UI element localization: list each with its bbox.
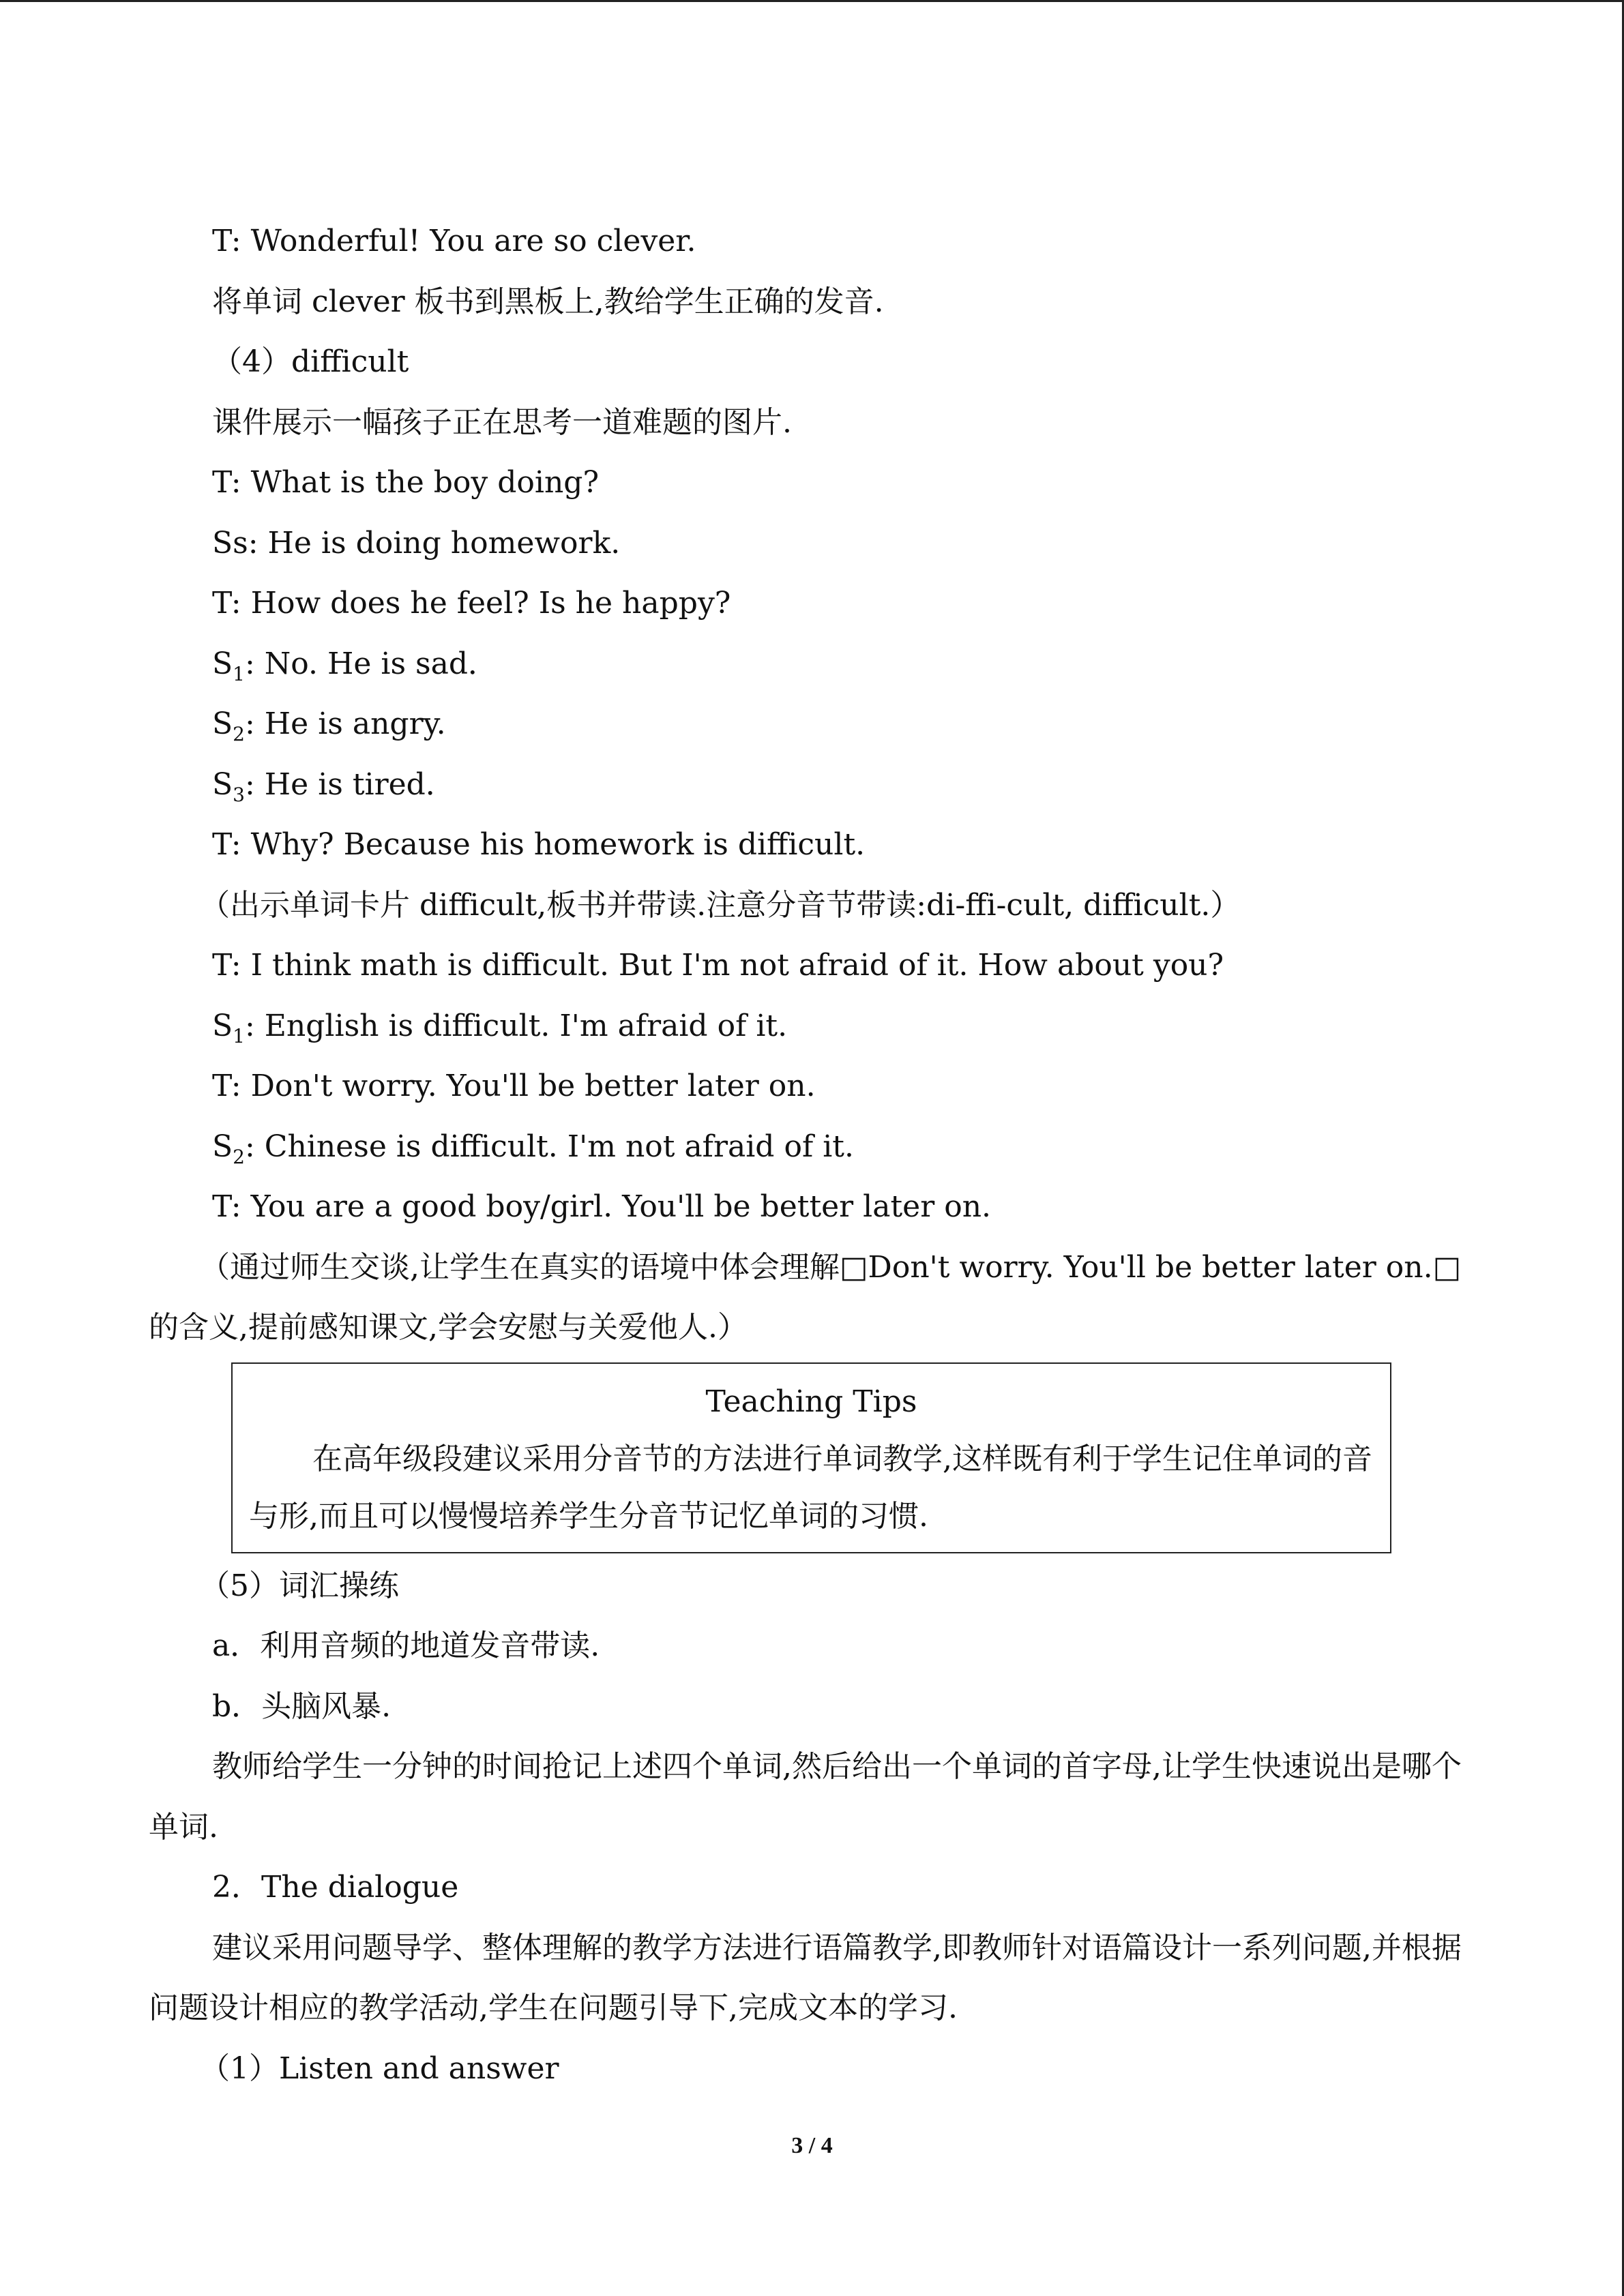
- dialogue-text: : He is angry.: [244, 706, 446, 741]
- page-number: 3 / 4: [791, 2133, 833, 2158]
- speaker-subscript: 3: [233, 783, 245, 806]
- speaker-subscript: 1: [233, 1024, 245, 1047]
- dialogue-line: T: What is the boy doing?: [212, 465, 600, 500]
- section-heading: 2．The dialogue: [212, 1870, 459, 1905]
- instruction-line: 课件展示一幅孩子正在思考一道难题的图片.: [212, 404, 792, 440]
- note-paragraph: （通过师生交谈,让学生在真实的语境中体会理解□Don't worry. You'll be better later on.□的含义,提前感知课文,学会安慰与关爱他人.）: [149, 1249, 1462, 1345]
- instruction-line: （出示单词卡片 difficult,板书并带读.注意分音节带读:di-ffi-cult, difficult.）: [200, 887, 1241, 923]
- dialogue-line: T: Wonderful! You are so clever.: [212, 224, 696, 258]
- body-paragraph: 教师给学生一分钟的时间抢记上述四个单词,然后给出一个单词的首字母,让学生快速说出是哪个单词.: [149, 1749, 1462, 1845]
- dialogue-line: T: I think math is difficult. But I'm not afraid of it. How about you?: [212, 948, 1224, 983]
- dialogue-text: : No. He is sad．: [244, 646, 498, 681]
- teaching-tips-text: 在高年级段建议采用分音节的方法进行单词教学,这样既有利于学生记住单词的音与形,而且可以慢慢培养学生分音节记忆单词的习惯.: [249, 1441, 1372, 1534]
- dialogue-line: Ss: He is doing homework.: [212, 525, 621, 561]
- section-heading: （5）词汇操练: [200, 1568, 399, 1603]
- dialogue-text: : English is difficult. I'm afraid of it.: [244, 1008, 788, 1043]
- speaker-label: S: [212, 646, 233, 681]
- speaker-label: S: [212, 766, 233, 802]
- dialogue-line: [149, 755, 1475, 816]
- body-paragraph: 建议采用问题导学、整体理解的教学方法进行语篇教学,即教师针对语篇设计一系列问题,并根据问题设计相应的教学活动,学生在问题引导下,完成文本的学习.: [149, 1930, 1462, 2025]
- teaching-tips-box: [231, 1362, 1391, 1553]
- list-item: b．头脑风暴.: [212, 1688, 392, 1724]
- dialogue-text: : He is tired．: [244, 766, 456, 802]
- speaker-label: S: [212, 706, 233, 741]
- teaching-tips-title: Teaching Tips: [705, 1384, 917, 1419]
- speaker-label: S: [212, 1008, 233, 1043]
- speaker-label: S: [212, 1129, 233, 1164]
- speaker-subscript: 2: [233, 723, 245, 745]
- dialogue-line: T: You are a good boy/girl. You'll be better later on.: [212, 1189, 992, 1224]
- instruction-line: 将单词 clever 板书到黑板上,教给学生正确的发音.: [212, 284, 884, 319]
- document-page: [149, 211, 1475, 2099]
- dialogue-line: [149, 996, 1475, 1057]
- dialogue-line: [149, 1117, 1475, 1178]
- dialogue-line: T: Why? Because his homework is difficult.: [212, 827, 866, 862]
- section-heading: （1）Listen and answer: [200, 2051, 559, 2086]
- dialogue-text: : Chinese is difficult. I'm not afraid of it.: [244, 1129, 854, 1164]
- dialogue-line: T: Don't worry. You'll be better later on.: [212, 1069, 816, 1103]
- dialogue-line: T: How does he feel? Is he happy?: [212, 586, 731, 621]
- top-border: [0, 0, 1624, 2]
- speaker-subscript: 1: [233, 662, 245, 685]
- list-item: a．利用音频的地道发音带读.: [212, 1628, 600, 1663]
- speaker-subscript: 2: [233, 1145, 245, 1168]
- section-heading: （4）difficult: [212, 344, 409, 379]
- dialogue-line: [149, 634, 1475, 695]
- dialogue-line: [149, 694, 1475, 755]
